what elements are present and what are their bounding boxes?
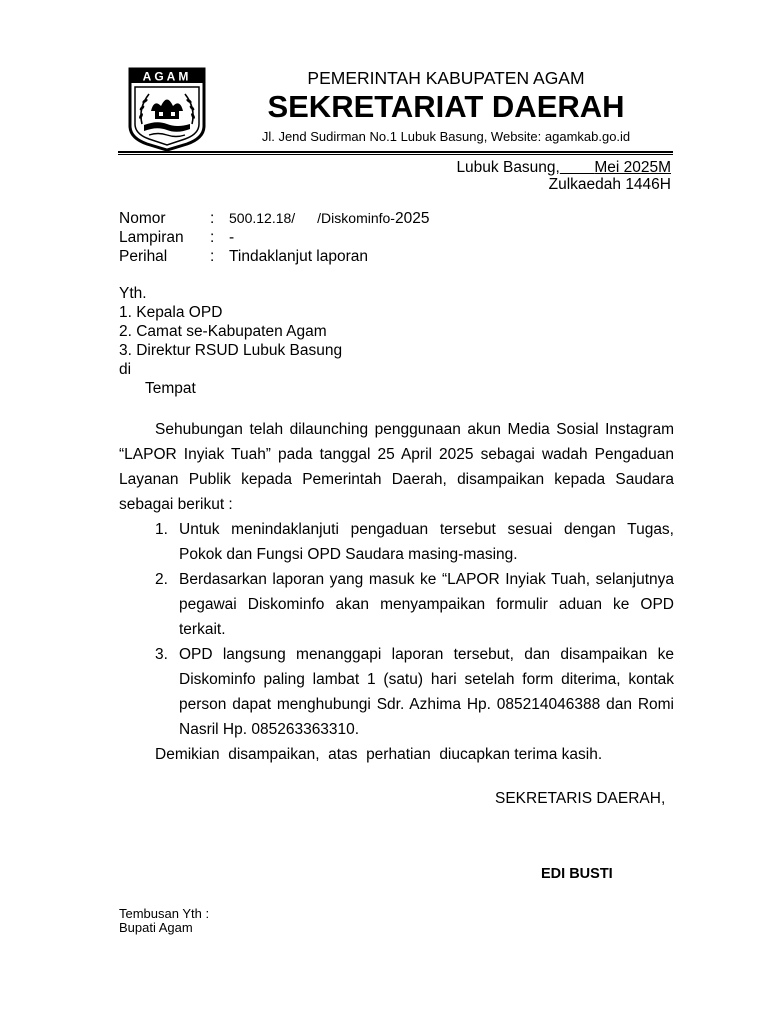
perihal-label: Perihal <box>119 248 168 265</box>
office-name: SEKRETARIAT DAERAH <box>267 89 625 124</box>
list-item-line: terkait. <box>179 621 226 638</box>
office-address: Jl. Jend Sudirman No.1 Lubuk Basung, Website: agamkab.go.id <box>261 129 631 144</box>
list-item-line: person dapat menghubungi Sdr. Azhima Hp. 085214046388 dan Romi <box>179 696 674 713</box>
salutation: Yth. <box>119 285 147 302</box>
perihal-row <box>119 247 679 266</box>
logo-text: AGAM <box>142 69 192 84</box>
intro-line: “LAPOR Inyiak Tuah” pada tanggal 25 April 2025 sebagai wadah Pengaduan <box>119 446 674 463</box>
recipients <box>119 284 519 398</box>
meta-separator: : <box>210 229 215 246</box>
list-item-line: pegawai Diskominfo akan menyampaikan formulir aduan ke OPD <box>179 596 674 613</box>
nomor-suffix: /Diskominfo- <box>317 210 395 226</box>
nomor-prefix: 500.12.18/ <box>229 210 296 226</box>
list-item-number: 1. <box>155 521 168 538</box>
recipient-place: Tempat <box>145 380 196 397</box>
lampiran-value: - <box>229 229 235 246</box>
letter-date <box>400 159 671 176</box>
list-item <box>119 642 674 742</box>
list-item-number: 2. <box>155 571 168 588</box>
meta-separator: : <box>210 248 215 265</box>
recipient-item: 1. Kepala OPD <box>119 304 223 321</box>
date-place: Lubuk Basung, <box>456 159 560 176</box>
cc-label: Tembusan Yth : <box>119 906 210 921</box>
meta-separator: : <box>210 210 215 227</box>
hijri-date: Zulkaedah 1446H <box>548 176 671 193</box>
date-month-year: Mei 2025M <box>594 159 671 176</box>
closing-sentence: Demikian disampaikan, atas perhatian diucapkan terima kasih. <box>155 746 603 763</box>
list-item-line: Pokok dan Fungsi OPD Saudara masing-masing. <box>179 546 518 563</box>
intro-line: sebagai berikut : <box>119 496 233 513</box>
list-item-line: Berdasarkan laporan yang masuk ke “LAPOR Inyiak Tuah, selanjutnya <box>179 571 674 588</box>
nomor-value <box>229 209 429 228</box>
intro-line: Layanan Publik kepada Pemerintah Daerah, disampaikan kepada Saudara <box>119 471 674 488</box>
list-item <box>119 517 674 567</box>
regency-logo <box>127 66 207 152</box>
list-item <box>119 567 674 642</box>
list-item-line: Diskominfo paling lambat 1 (satu) hari setelah form diterima, kontak <box>179 671 674 688</box>
list-item-number: 3. <box>155 646 168 663</box>
lampiran-row <box>119 228 679 247</box>
list-item-line: Untuk menindaklanjuti pengaduan tersebut sesuai dengan Tugas, <box>179 521 674 538</box>
perihal-value: Tindaklanjut laporan <box>229 248 369 265</box>
letter-meta <box>119 209 679 266</box>
carbon-copy <box>119 907 209 935</box>
cc-recipient: Bupati Agam <box>119 920 193 935</box>
letterhead-divider <box>118 151 673 155</box>
intro-line: Sehubungan telah dilaunching penggunaan akun Media Sosial Instagram <box>155 421 674 438</box>
recipient-di: di <box>119 361 132 378</box>
nomor-year: 2025 <box>394 210 430 227</box>
recipient-item: 2. Camat se-Kabupaten Agam <box>119 323 327 340</box>
lampiran-label: Lampiran <box>119 229 184 246</box>
list-item-line: OPD langsung menanggapi laporan tersebut, dan disampaikan ke <box>179 646 674 663</box>
government-name: PEMERINTAH KABUPATEN AGAM <box>307 68 585 88</box>
nomor-label: Nomor <box>119 210 166 227</box>
signatory-title: SEKRETARIS DAERAH, <box>495 790 666 807</box>
recipient-item: 3. Direktur RSUD Lubuk Basung <box>119 342 343 359</box>
signatory-name: EDI BUSTI <box>541 866 613 882</box>
list-item-line: Nasril Hp. 085263363310. <box>179 721 360 738</box>
shield-emblem-icon <box>127 66 207 152</box>
letter-body <box>119 417 674 767</box>
nomor-row <box>119 209 679 228</box>
